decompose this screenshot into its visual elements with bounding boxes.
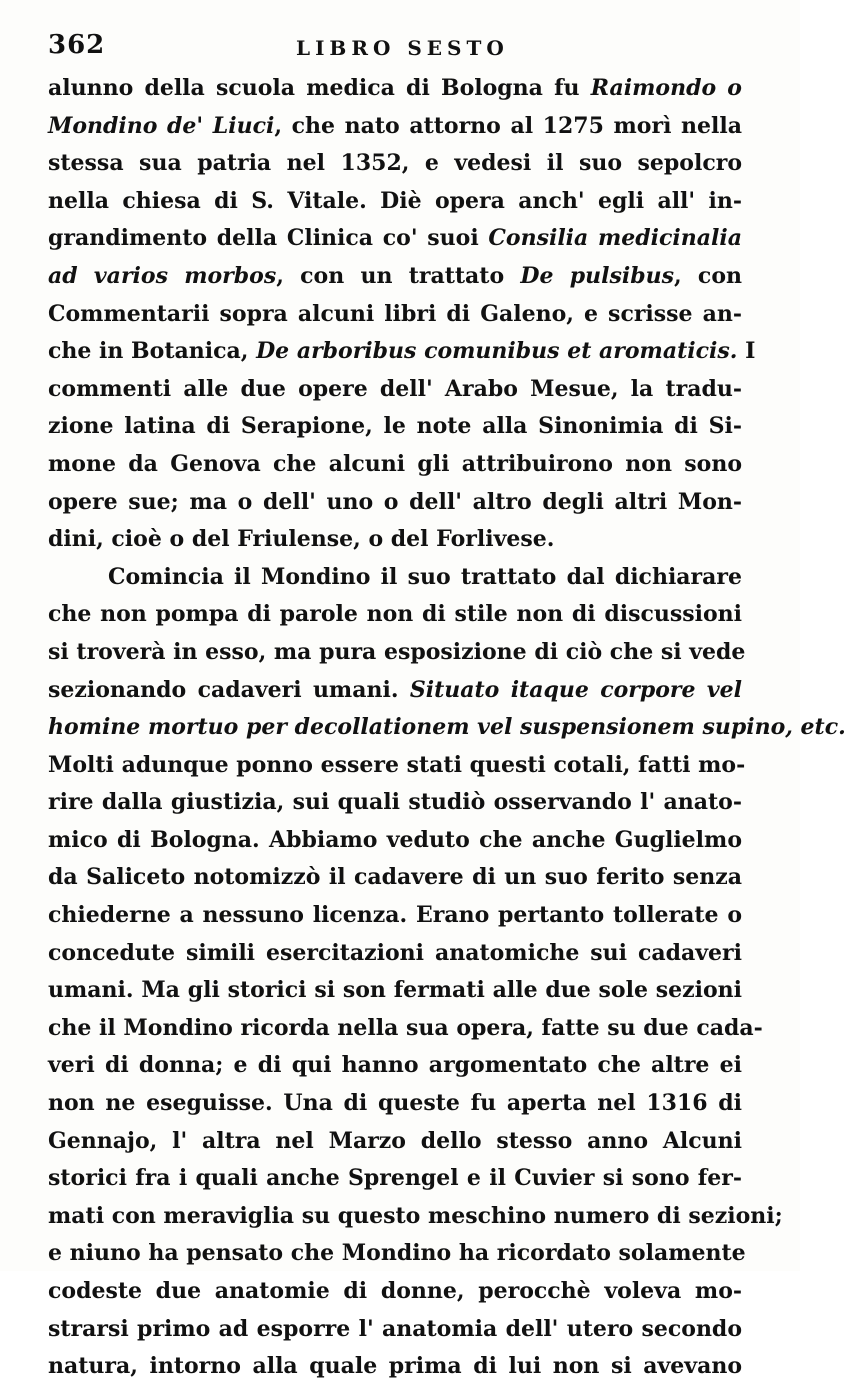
text-segment: alunno della scuola medica di Bologna fu — [48, 75, 591, 101]
text-line — [48, 1123, 742, 1161]
text-segment: nella chiesa di S. Vitale. Diè opera anch' egli all' in- — [48, 187, 742, 214]
text-line — [48, 220, 742, 258]
text-segment: natura, intorno alla quale prima di lui non si avevano — [48, 1353, 742, 1380]
text-segment: sezionando cadaveri umani. — [48, 676, 410, 703]
text-segment: umani. Ma gli storici si son fermati alle due sole sezioni — [48, 977, 742, 1004]
text-segment: che non pompa di parole non di stile non di discussioni — [48, 601, 742, 628]
text-segment: che il Mondino ricorda nella sua opera, fatte su due cada- — [48, 1014, 763, 1041]
text-segment: si troverà in esso, ma pura esposizione di ciò che si vede — [48, 638, 746, 665]
text-line — [48, 1348, 742, 1386]
text-segment: commenti alle due opere dell' Arabo Mesue, la tradu- — [48, 375, 742, 402]
text-line — [48, 371, 742, 409]
text-line — [48, 822, 742, 860]
text-segment: mico di Bologna. Abbiamo veduto che anche Guglielmo — [48, 826, 742, 853]
text-segment: zione latina di Serapione, le note alla Sinonimia di Si- — [48, 413, 742, 440]
text-segment: veri di donna; e di qui hanno argomentato che altre ei — [48, 1052, 742, 1079]
text-segment: opere sue; ma o dell' uno o dell' altro degli altri Mon- — [48, 488, 742, 515]
text-line — [48, 1198, 783, 1236]
text-segment: mone da Genova che alcuni gli attribuirono non sono — [48, 450, 742, 477]
text-segment: , con — [674, 262, 742, 289]
text-line — [48, 145, 742, 183]
text-line — [48, 672, 742, 710]
text-line — [48, 859, 742, 897]
text-segment: , che nato attorno al 1275 morì nella — [274, 112, 742, 139]
text-line — [48, 484, 742, 522]
text-segment: codeste due anatomie di donne, perocchè voleva mo- — [48, 1278, 742, 1304]
text-line — [48, 446, 742, 484]
text-line — [48, 634, 746, 672]
text-line — [48, 897, 742, 935]
text-segment: , con un trattato — [276, 262, 521, 289]
text-segment: chiederne a nessuno licenza. Erano pertanto tollerate o — [48, 902, 742, 929]
text-segment: grandimento della Clinica co' suoi — [48, 225, 489, 252]
text-segment: non ne eseguisse. Una di queste fu aperta nel 1316 di — [48, 1090, 742, 1117]
italic-text: Consilia medicinalia — [488, 225, 742, 252]
text-line — [48, 972, 742, 1010]
page-header — [48, 28, 736, 68]
page-number: 362 — [48, 30, 106, 60]
text-line — [48, 1160, 742, 1198]
text-line — [48, 784, 742, 822]
text-line — [48, 747, 746, 785]
text-line — [48, 258, 742, 296]
italic-text: De pulsibus — [520, 262, 674, 289]
text-segment: Commentarii sopra alcuni libri di Galeno, e scrisse an- — [48, 300, 742, 327]
text-line — [48, 296, 742, 334]
text-line — [48, 1235, 746, 1273]
text-line — [48, 108, 742, 146]
text-line — [48, 183, 742, 221]
italic-text: Raimondo o — [590, 75, 742, 101]
text-segment: stessa sua patria nel 1352, e vedesi il suo sepolcro — [48, 150, 742, 177]
text-line — [48, 1085, 742, 1123]
text-segment: Gennajo, l' altra nel Marzo dello stesso anno Alcuni — [48, 1127, 742, 1154]
text-segment: dini, cioè o del Friulense, o del Forlivese. — [48, 526, 555, 553]
text-line — [48, 559, 742, 597]
text-segment: che in Botanica, — [48, 338, 257, 365]
text-line — [48, 1047, 742, 1085]
text-segment: da Saliceto notomizzò il cadavere di un suo ferito senza — [48, 864, 742, 891]
text-line — [48, 333, 756, 371]
text-line — [48, 709, 846, 747]
text-segment: Molti adunque ponno essere stati questi cotali, fatti mo- — [48, 751, 746, 778]
italic-text: Situato itaque corpore vel — [409, 676, 743, 703]
text-segment: I — [737, 338, 756, 365]
text-segment: Comincia il Mondino il suo trattato dal dichiarare — [108, 563, 742, 590]
text-segment: e niuno ha pensato che Mondino ha ricordato solamente — [48, 1240, 746, 1267]
text-line — [48, 1010, 763, 1048]
text-line — [48, 1311, 742, 1349]
italic-text: De arboribus comunibus et aromaticis. — [256, 338, 738, 365]
text-segment: strarsi primo ad esporre l' anatomia dell' utero secondo — [48, 1315, 742, 1342]
text-line — [48, 935, 742, 973]
text-line — [48, 1273, 742, 1311]
text-segment: concedute simili esercitazioni anatomiche sui cadaveri — [48, 939, 742, 966]
text-line — [48, 521, 742, 559]
text-segment: mati con meraviglia su questo meschino numero di sezioni; — [48, 1202, 783, 1229]
text-segment: rire dalla giustizia, sui quali studiò osservando l' anato- — [48, 789, 742, 816]
italic-text: homine mortuo per decollationem vel suspensionem supino, etc. — [48, 714, 846, 741]
italic-text: ad varios morbos — [48, 262, 277, 289]
text-segment: storici fra i quali anche Sprengel e il Cuvier si sono fer- — [48, 1165, 742, 1192]
italic-text: Mondino de' Liuci — [48, 112, 275, 139]
running-head: LIBRO SESTO — [296, 36, 509, 60]
text-line — [48, 408, 742, 446]
text-line — [48, 70, 742, 108]
text-line — [48, 596, 742, 634]
body-text — [48, 70, 846, 1386]
